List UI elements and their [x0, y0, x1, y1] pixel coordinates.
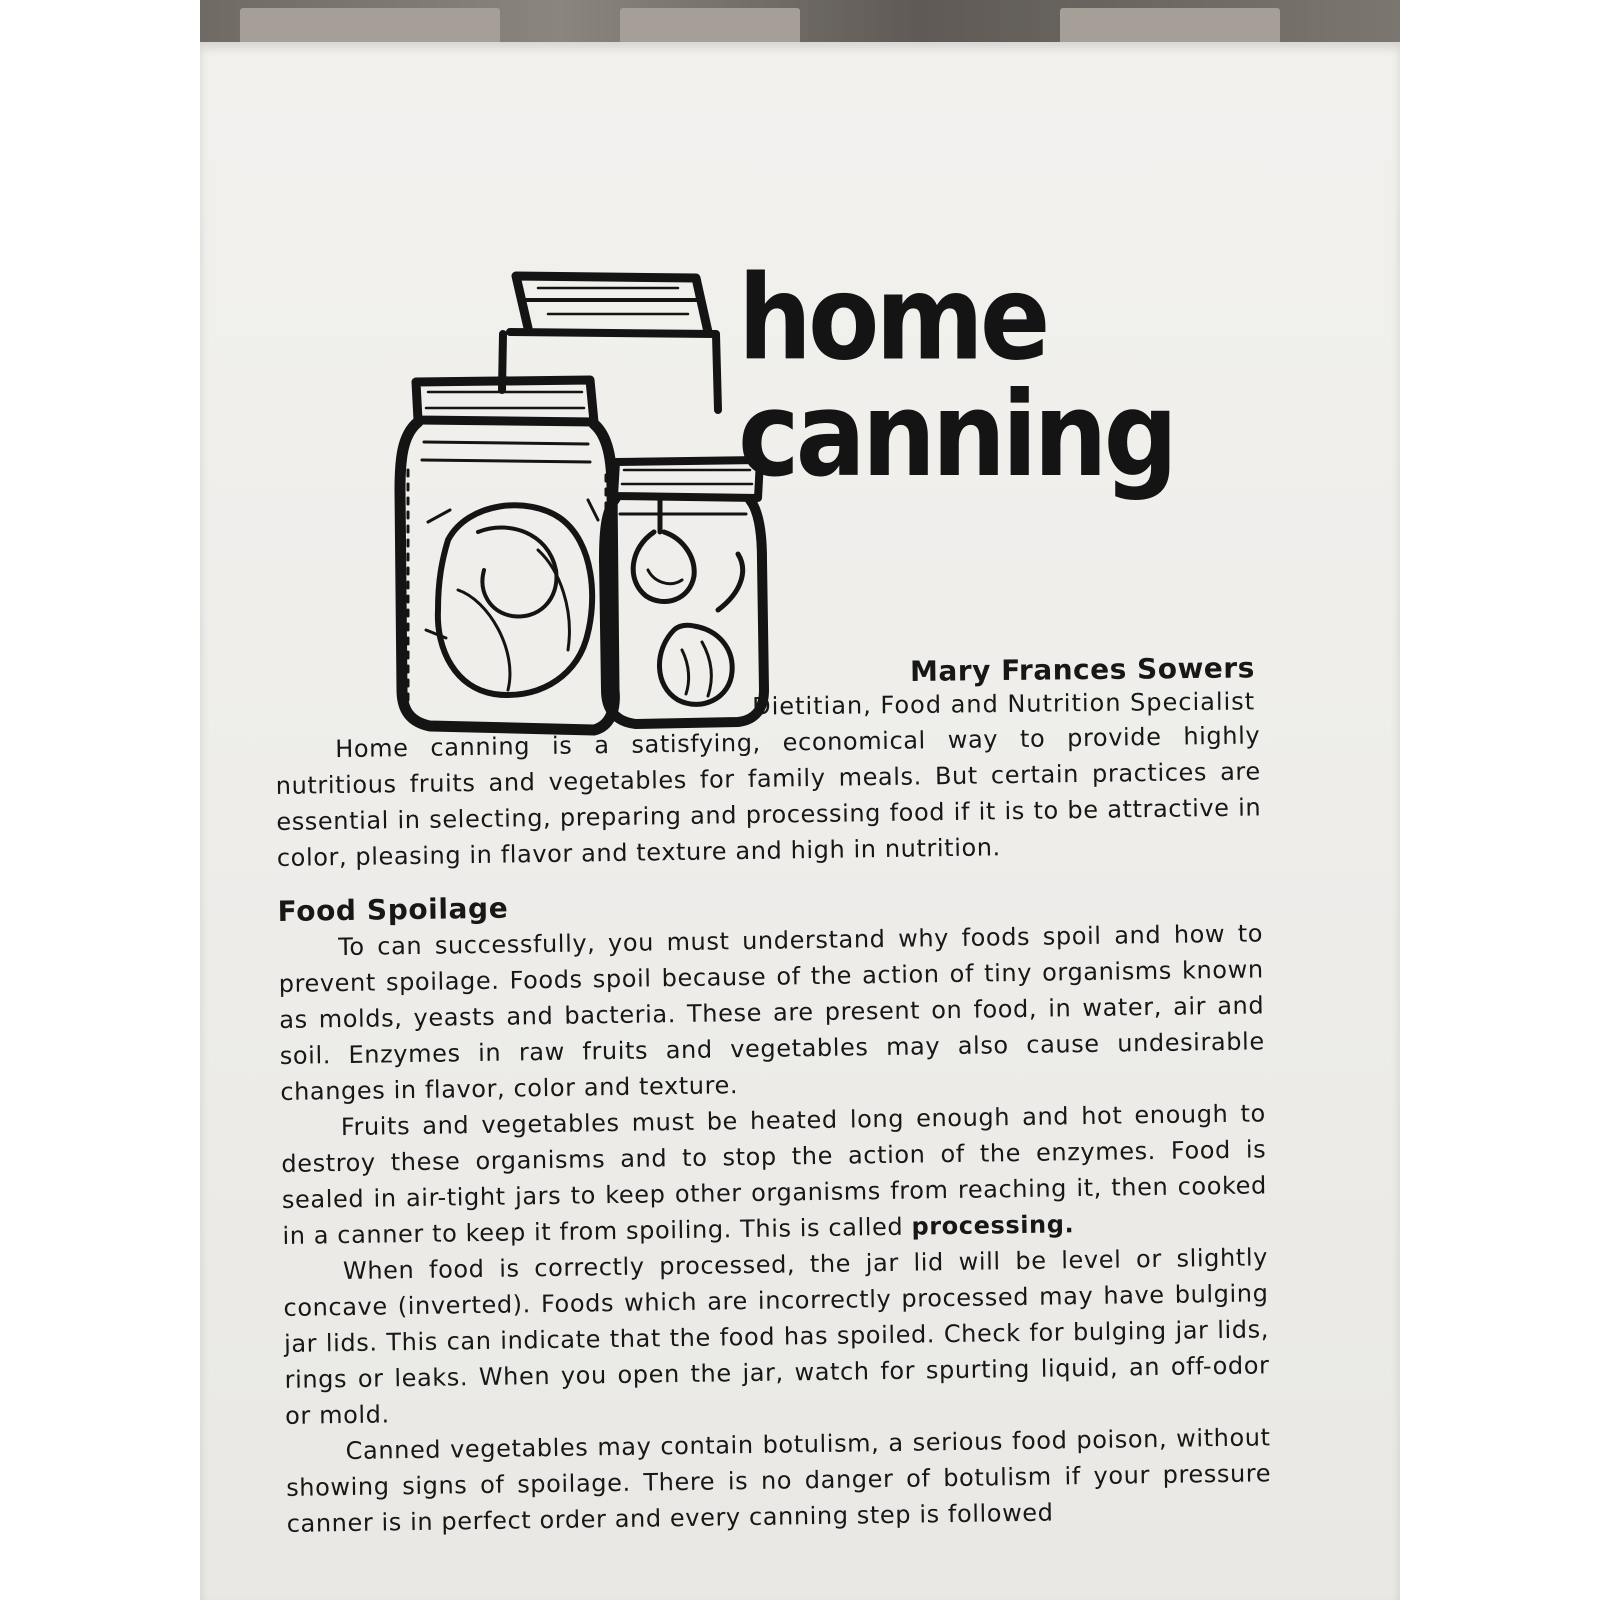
title-line-1: home — [738, 249, 1047, 387]
title-line-2: canning — [738, 366, 1175, 504]
author-block — [752, 651, 1256, 722]
paragraph-2-text: Fruits and vegetables must be heated long enough and hot enough to destroy these organisms and to stop the action of the enzymes. Food is sealed in air-tight jars to keep other organisms from reaching it, then cooked in a canner to keep it from spoiling. This is called — [281, 1099, 1268, 1250]
processing-term: processing. — [911, 1210, 1075, 1241]
body-text — [275, 717, 1272, 1542]
section-heading: Food Spoilage — [277, 891, 509, 928]
paragraph-4: Canned vegetables may contain botulism, a serious food poison, without showing signs of spoilage. There is no danger of botulism if your pressure canner is in perfect order and every canning step is followed — [286, 1423, 1272, 1538]
author-title: Dietitian, Food and Nutrition Specialist — [752, 687, 1256, 721]
author-name: Mary Frances Sowers — [909, 651, 1255, 688]
paragraph-3: When food is correctly processed, the jar lid will be level or slightly concave (inverted). Foods which are incorrectly processed may have bulging jar lids. This can indicate that the food has spoiled. Check for bulging jar lids, rings or leaks. When you open the jar, watch for spurting liquid, an off-odor or mold. — [283, 1243, 1270, 1430]
paragraph-2 — [281, 1095, 1268, 1254]
intro-paragraph: Home canning is a satisfying, economical way to provide highly nutritious fruits and vegetables for family meals. But certain practices are essential in selecting, preparing and processing food if it is to be attractive in color, pleasing in flavor and texture and high in nutrition. — [275, 721, 1262, 872]
page-title — [738, 249, 1175, 504]
booklet-page — [200, 42, 1400, 1600]
paragraph-1: To can successfully, you must understand why foods spoil and how to prevent spoilage. Foods spoil because of the action of tiny organisms known as molds, yeasts and bacteria. These are present on food, in water, air and soil. Enzymes in raw fruits and vegetables may also cause undesirable changes in flavor, color and texture. — [278, 919, 1265, 1106]
